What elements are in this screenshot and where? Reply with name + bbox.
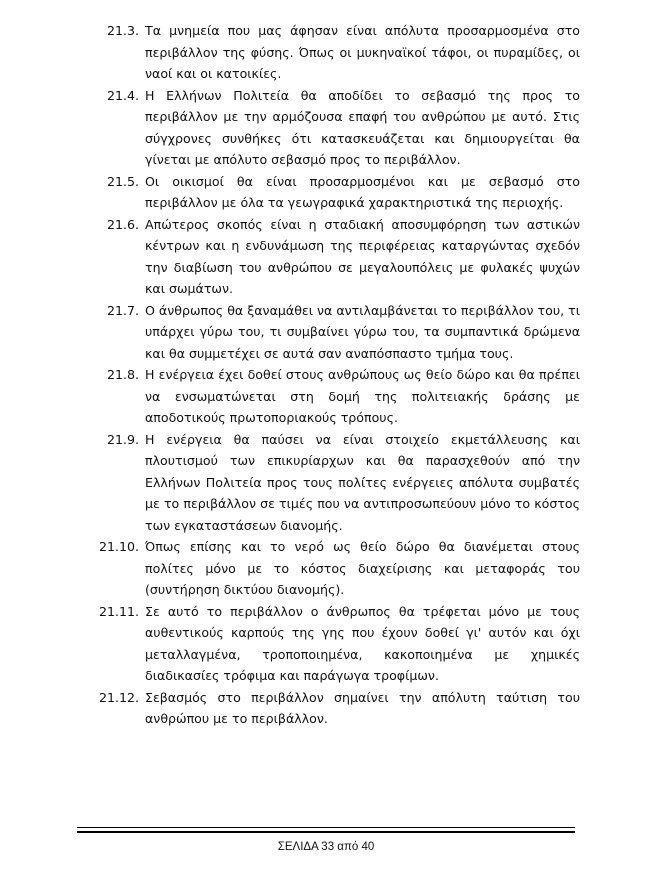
list-item (0, 171, 652, 214)
item-number: 21.10. (98, 539, 139, 554)
item-text: Απώτερος σκοπός είναι η σταδιακή αποσυμφόρηση των αστικών κέντρων και η ενδυνάμωση της περιφέρειας καταργώντας σχεδόν την διαβίωση του ανθρώπου σε μεγαλουπόλεις με φυλακές ψυχών και σωμάτων. (145, 216, 580, 296)
item-number: 21.11. (98, 603, 139, 619)
list-item (0, 214, 652, 300)
list-item (0, 85, 652, 171)
footer-divider-thin (77, 827, 575, 828)
item-number: 21.5. (106, 173, 139, 189)
item-text: Ο άνθρωπος θα ξαναμάθει να αντιλαμβάνεται το περιβάλλον του, τι υπάρχει γύρω του, τι συμβαίνει γύρω του, τα συμπαντικά δρώμενα και θα συμμετέχει σε αυτά σαν αναπόσπαστο τμήμα τους. (145, 302, 580, 361)
list-item (0, 536, 652, 601)
item-number: 21.7. (106, 302, 139, 318)
item-text: Η ενέργεια θα παύσει να είναι στοιχείο εκμετάλλευσης και πλουτισμού των επικυρίαρχων και θα παρασχεθούν από την Ελλήνων Πολιτεία προς τους πολίτες ενέργειες απόλυτα συμβατές με το περιβάλλον σε τιμές που να αντιπροσωπεύουν μόνο το κόστος των εγκαταστάσεων διανομής. (145, 431, 580, 533)
item-text: Η ενέργεια έχει δοθεί στους ανθρώπους ως θείο δώρο και θα πρέπει να ενσωματώνεται στη δομή της πολιτειακής δράσης με αποδοτικούς πρωτοποριακούς τρόπους. (145, 367, 580, 425)
item-text: Οι οικισμοί θα είναι προσαρμοσμένοι και με σεβασμό στο περιβάλλον με όλα τα γεωγραφικά χαρακτηριστικά της περιοχής. (145, 173, 580, 210)
item-text: Όπως επίσης και το νερό ως θείο δώρο θα διανέμεται στους πολίτες μόνο με το κόστος διαχείρισης και μεταφοράς του (συντήρηση δικτύου διανομής). (145, 539, 580, 597)
item-number: 21.3. (106, 23, 139, 38)
document-body (0, 20, 652, 730)
page-number: ΣΕΛΙΔΑ 33 από 40 (277, 841, 375, 853)
item-text: Σεβασμός στο περιβάλλον σημαίνει την απόλυτη ταύτιση του ανθρώπου με το περιβάλλον. (145, 689, 580, 726)
list-item (0, 20, 652, 85)
list-item (0, 601, 652, 687)
list-item (0, 429, 652, 537)
item-text: Τα μνημεία που μας άφησαν είναι απόλυτα προσαρμοσμένα στο περιβάλλον της φύσης. Όπως οι μυκηναϊκοί τάφοι, οι πυραμίδες, οι ναοί και οι κατοικίες. (145, 23, 580, 81)
item-number: 21.6. (106, 216, 139, 232)
list-item (0, 364, 652, 429)
item-number: 21.12. (98, 689, 139, 705)
item-number: 21.8. (106, 367, 139, 382)
item-number: 21.4. (106, 87, 139, 103)
item-text: Η Ελλήνων Πολιτεία θα αποδίδει το σεβασμό της προς το περιβάλλον με την αρμόζουσα επαφή του ανθρώπου με αυτό. Στις σύγχρονες συνθήκες ότι κατασκευάζεται και δημιουργείται θα γίνεται με απόλυτο σεβασμό προς το περιβάλλον. (145, 87, 580, 167)
item-text: Σε αυτό το περιβάλλον ο άνθρωπος θα τρέφεται μόνο με τους αυθεντικούς καρπούς της γης που έχουν δοθεί γι' αυτόν και όχι μεταλλαγμένα, τροποποιημένα, κακοποιημένα με χημικές διαδικασίες τρόφιμα και παράγωγα τροφίμων. (145, 603, 580, 683)
footer-divider-thick (77, 831, 575, 833)
item-number: 21.9. (106, 431, 139, 447)
list-item (0, 687, 652, 730)
list-item (0, 300, 652, 365)
